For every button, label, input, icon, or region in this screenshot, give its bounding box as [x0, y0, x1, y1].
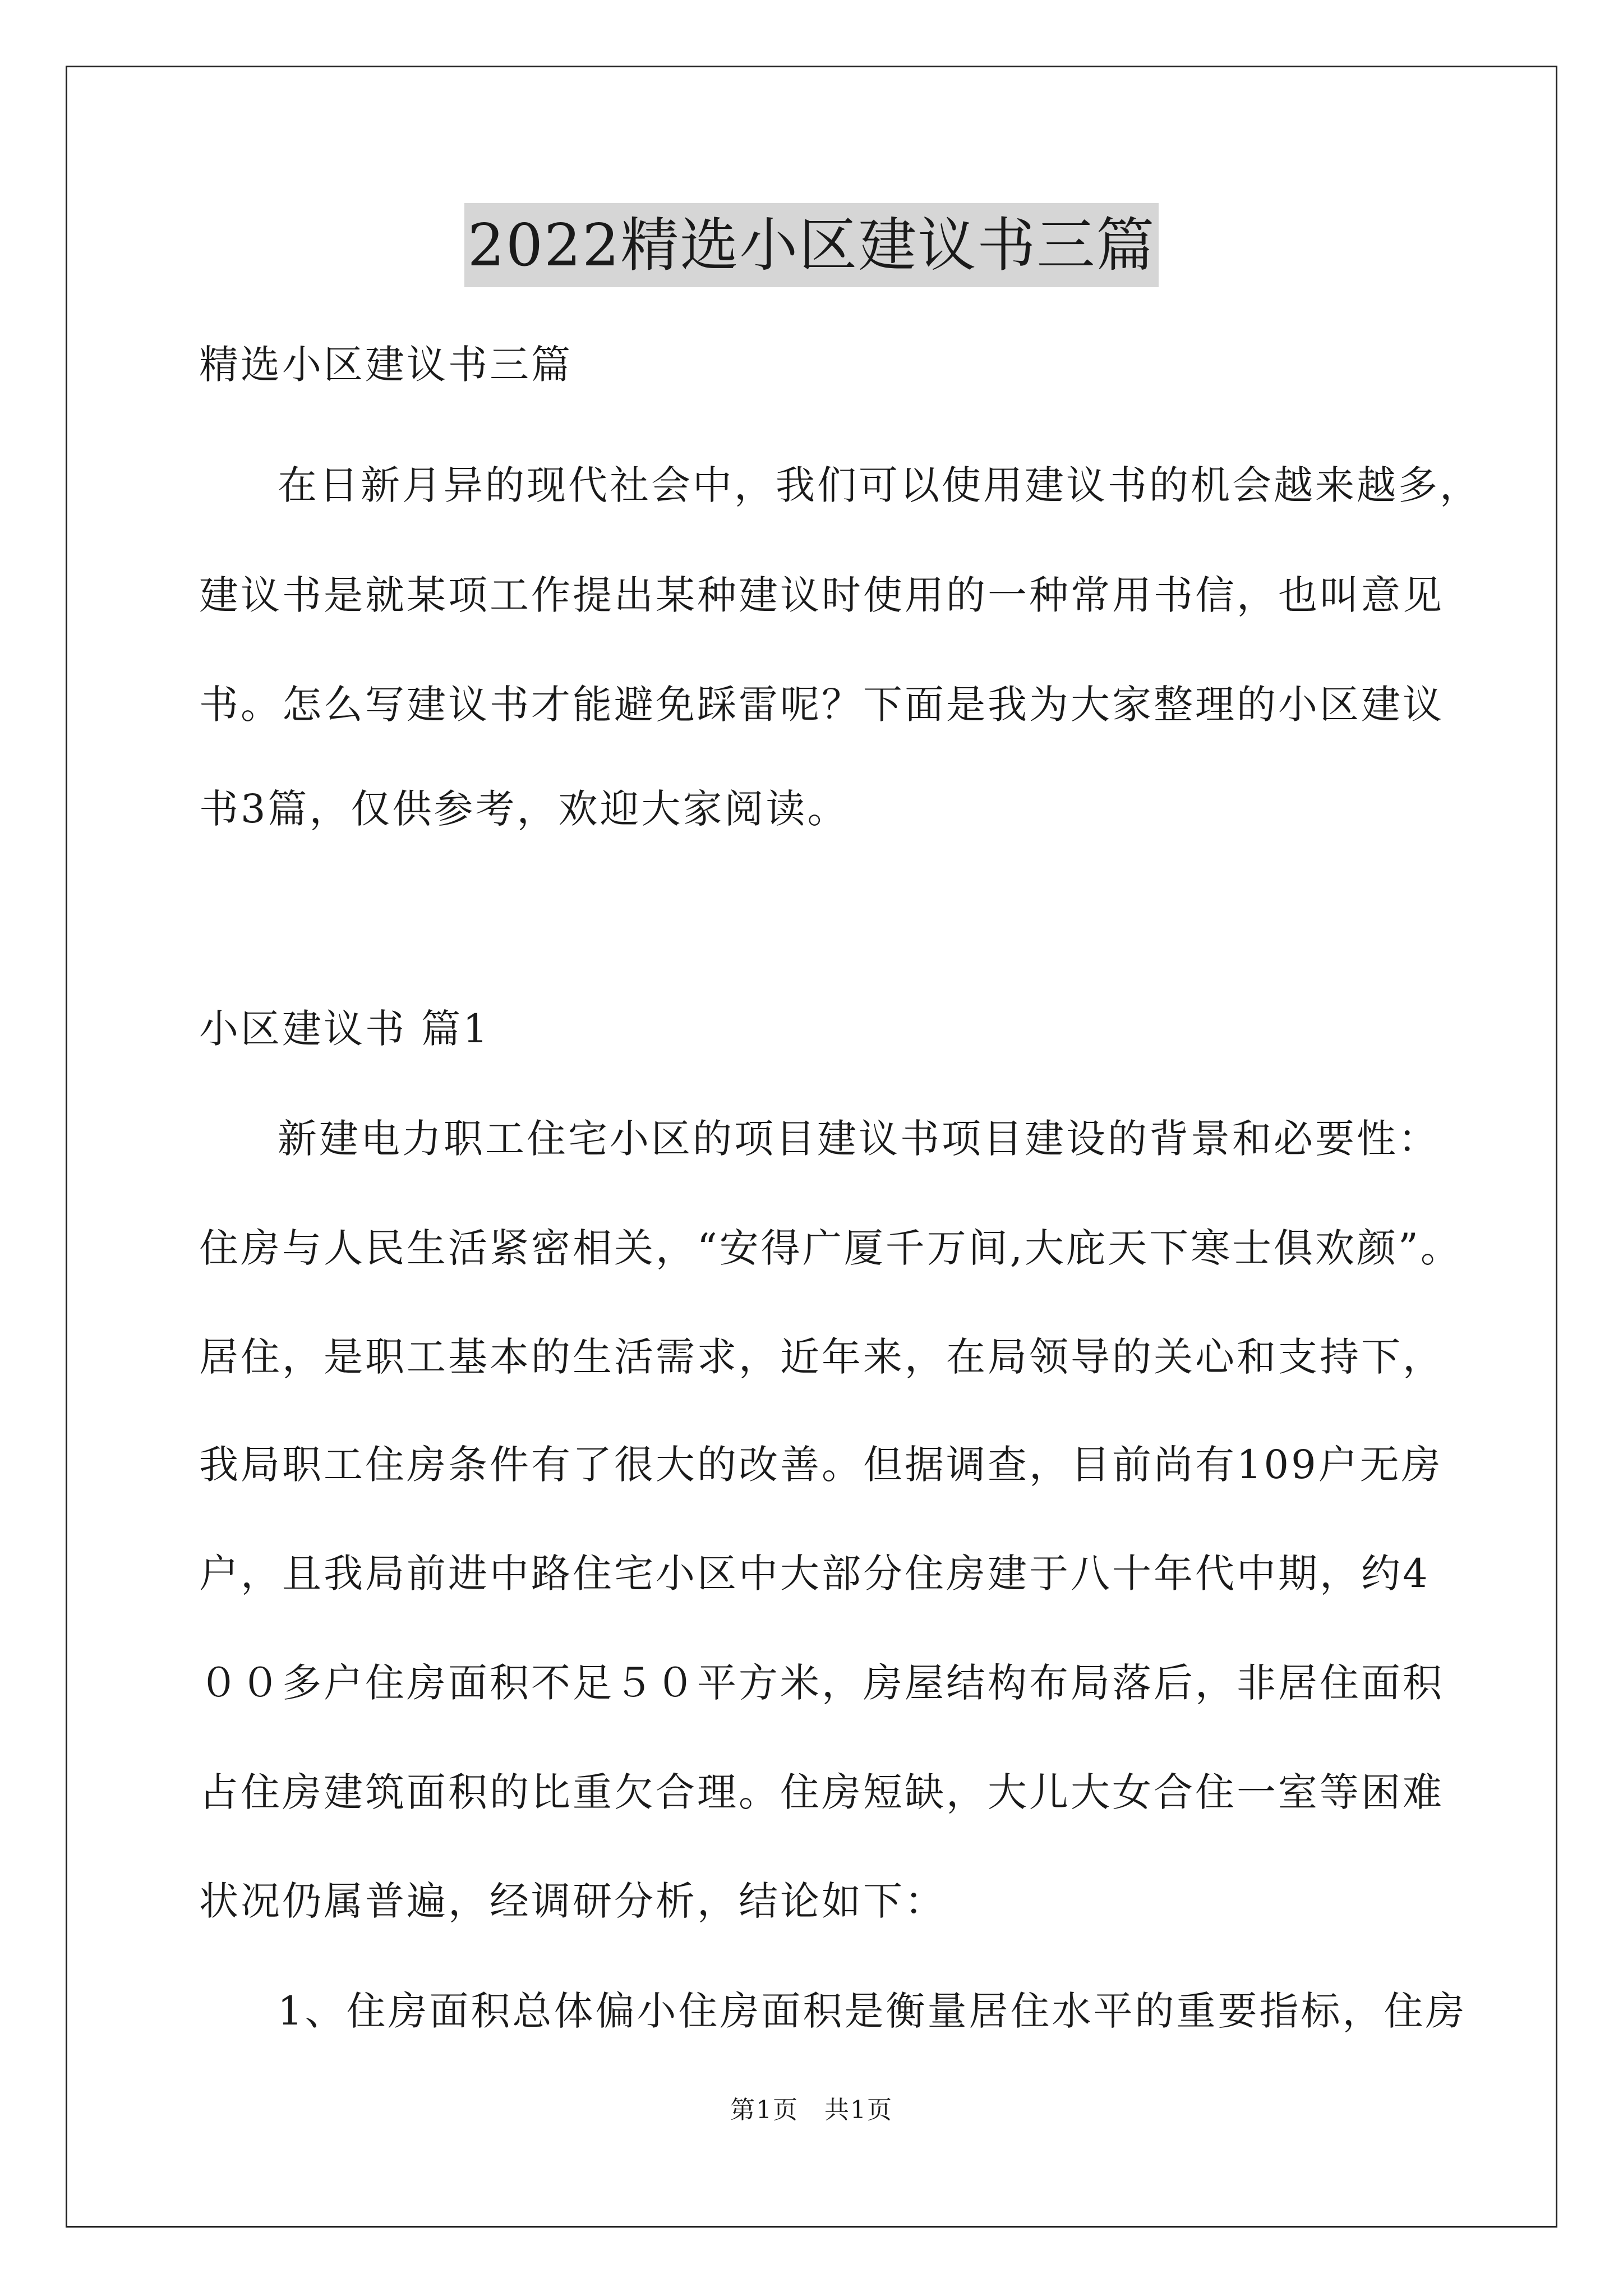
body-line: 占住房建筑面积的比重欠合理。住房短缺，大儿大女合住一室等困难: [199, 1769, 1444, 1815]
intro-line: 建议书是就某项工作提出某种建议时使用的一种常用书信，也叫意见: [199, 572, 1444, 618]
body-line: 1、住房面积总体偏小住房面积是衡量居住水平的重要指标，住房: [278, 1988, 1467, 2034]
body-line: 我局职工住房条件有了很大的改善。但据调查，目前尚有109户无房: [199, 1442, 1443, 1488]
body-line: 状况仍属普遍，经调研分析，结论如下：: [199, 1878, 946, 1924]
body-line: ００多户住房面积不足５０平方米，房屋结构布局落后，非居住面积: [199, 1660, 1444, 1706]
section-heading: 小区建议书 篇1: [199, 1006, 490, 1052]
body-line: 户，且我局前进中路住宅小区中大部分住房建于八十年代中期，约4: [199, 1550, 1430, 1596]
title-container: [0, 203, 1623, 287]
body-line: 居住，是职工基本的生活需求，近年来，在局领导的关心和支持下，: [199, 1334, 1444, 1380]
intro-line: 书3篇，仅供参考，欢迎大家阅读。: [199, 786, 849, 832]
document-subtitle: 精选小区建议书三篇: [199, 342, 573, 388]
page-footer: 第1页 共1页: [730, 2096, 893, 2124]
intro-line: 书。怎么写建议书才能避免踩雷呢？下面是我为大家整理的小区建议: [199, 682, 1444, 728]
body-line: 新建电力职工住宅小区的项目建议书项目建设的背景和必要性：: [278, 1116, 1440, 1162]
intro-line: 在日新月异的现代社会中，我们可以使用建议书的机会越来越多，: [278, 462, 1481, 508]
body-line: 住房与人民生活紧密相关，“安得广厦千万间,大庇天下寒士俱欢颜”。: [199, 1225, 1462, 1271]
document-title: 2022精选小区建议书三篇: [464, 203, 1159, 287]
